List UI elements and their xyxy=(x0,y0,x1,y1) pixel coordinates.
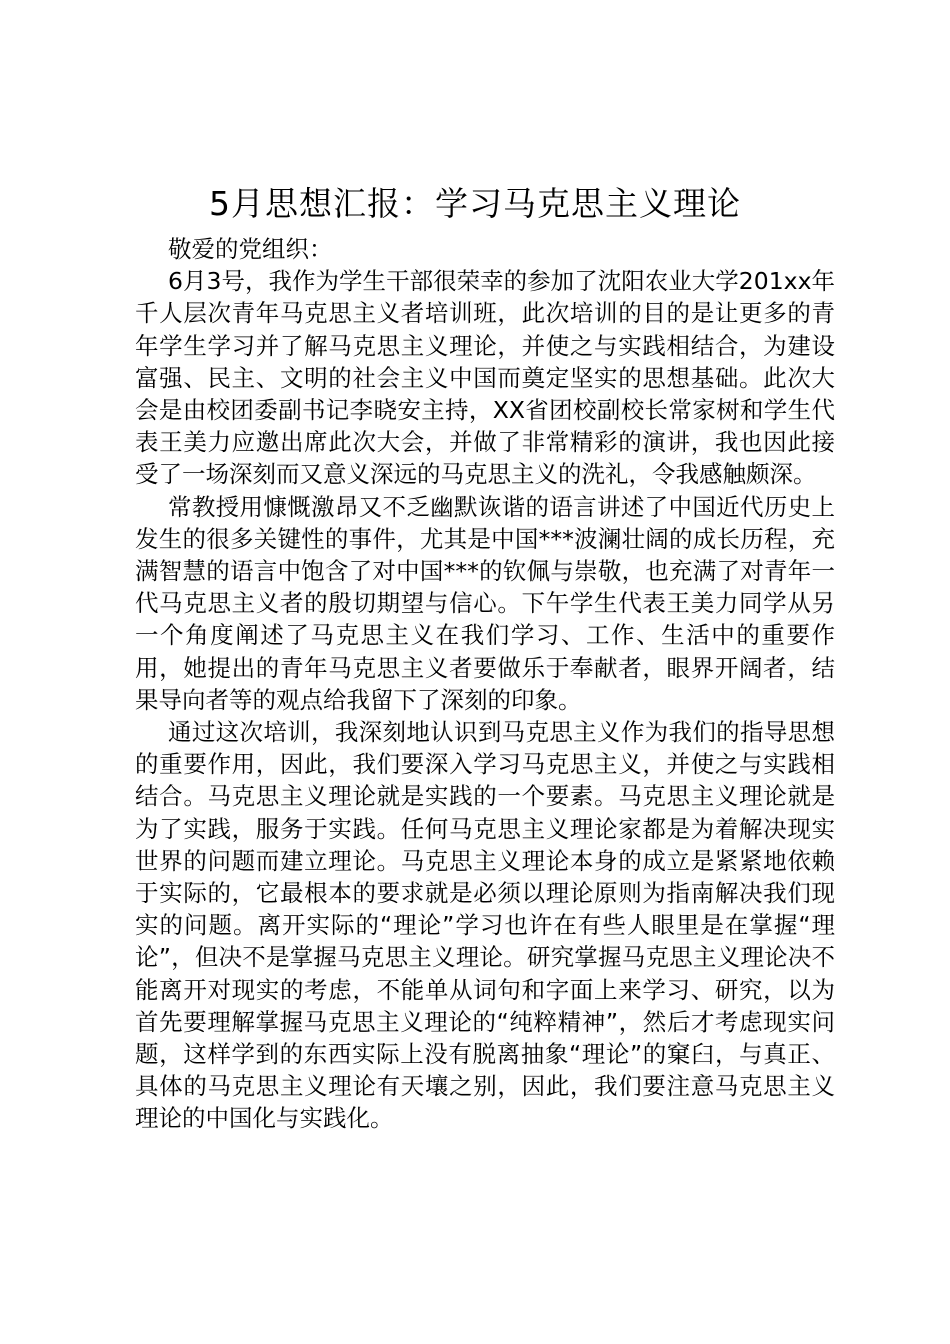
paragraph-3: 通过这次培训，我深刻地认识到马克思主义作为我们的指导思想的重要作用，因此，我们要深入学习马克思主义，并使之与实践相结合。马克思主义理论就是实践的一个要素。马克思主义理论就是为了实践，服务于实践。任何马克思主义理论家都是为着解决现实世界的问题而建立理论。马克思主义理论本身的成立是紧紧地依赖于实际的，它最根本的要求就是必须以理论原则为指南解决我们现实的问题。离开实际的“理论”学习也许在有些人眼里是在掌握“理论”，但决不是掌握马克思主义理论。研究掌握马克思主义理论决不能离开对现实的考虑，不能单从词句和字面上来学习、研究，以为首先要理解掌握马克思主义理论的“纯粹精神”，然后才考虑现实问题，这样学到的东西实际上没有脱离抽象“理论”的窠臼，与真正、具体的马克思主义理论有天壤之别，因此，我们要注意马克思主义理论的中国化与实践化。 xyxy=(135,718,835,1133)
paragraph-1: 6月3号，我作为学生干部很荣幸的参加了沈阳农业大学201xx年千人层次青年马克思主义者培训班，此次培训的目的是让更多的青年学生学习并了解马克思主义理论，并使之与实践相结合，为建设富强、民主、文明的社会主义中国而奠定坚实的思想基础。此次大会是由校团委副书记李晓安主持，XX省团校副校长常家树和学生代表王美力应邀出席此次大会，并做了非常精彩的演讲，我也因此接受了一场深刻而又意义深远的马克思主义的洗礼，令我感触颇深。 xyxy=(135,267,835,489)
salutation: 敬爱的党组织： xyxy=(168,235,333,263)
document-title: 5月思想汇报：学习马克思主义理论 xyxy=(209,184,741,223)
paragraph-2: 常教授用慷慨激昂又不乏幽默诙谐的语言讲述了中国近代历史上发生的很多关键性的事件，尤其是中国***波澜壮阔的成长历程，充满智慧的语言中饱含了对中国***的钦佩与崇敬，也充满了对青年一代马克思主义者的殷切期望与信心。下午学生代表王美力同学从另一个角度阐述了马克思主义在我们学习、工作、生活中的重要作用，她提出的青年马克思主义者要做乐于奉献者，眼界开阔者，结果导向者等的观点给我留下了深刻的印象。 xyxy=(135,492,835,714)
document-body xyxy=(135,233,835,1135)
